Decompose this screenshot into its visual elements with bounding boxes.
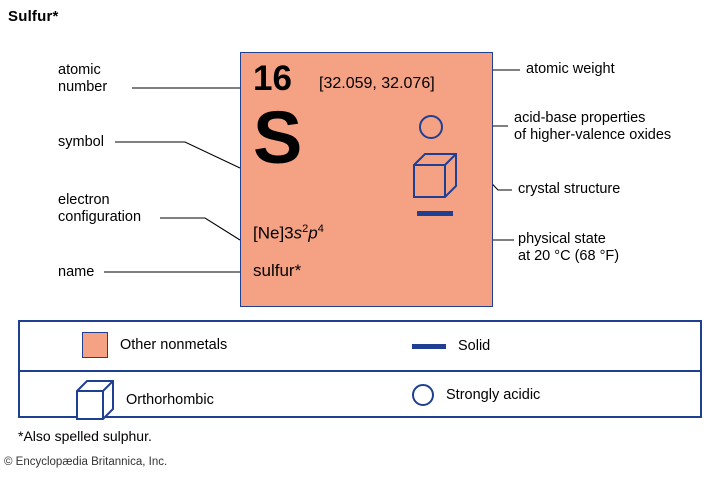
circle-outline-icon (412, 384, 434, 406)
config-p-exponent: 4 (317, 223, 324, 235)
callout-symbol: symbol (58, 134, 104, 150)
solid-bar-icon (412, 344, 446, 349)
element-name: sulfur* (253, 261, 302, 280)
callout-acid-base-line2: of higher-valence oxides (514, 127, 672, 143)
element-symbol: S (253, 96, 303, 179)
callout-electron-configuration-line2: configuration (58, 209, 142, 225)
callout-atomic-number (58, 62, 107, 96)
legend-item-orthorhombic (76, 380, 214, 420)
legend-item-other-nonmetals (82, 332, 227, 358)
legend-label: Solid (458, 338, 491, 354)
config-prefix: [Ne]3 (253, 223, 294, 243)
callout-acid-base-line1: acid-base properties (514, 110, 646, 126)
cube-outline-icon (76, 380, 114, 420)
callout-physical-state-line1: physical state (518, 231, 606, 247)
color-swatch-icon (82, 332, 108, 358)
legend-label: Orthorhombic (126, 392, 214, 408)
callout-physical-state-line2: at 20 °C (68 °F) (518, 248, 620, 264)
callout-crystal-structure: crystal structure (518, 181, 621, 197)
legend-label: Strongly acidic (446, 387, 541, 403)
legend-item-solid (412, 338, 490, 354)
callout-electron-configuration (58, 192, 141, 226)
electron-configuration-value (253, 223, 324, 244)
page-title: Sulfur* (8, 8, 59, 25)
config-p-letter: p (308, 223, 318, 243)
config-s-letter: s (293, 223, 303, 243)
config-s-exponent: 2 (302, 223, 309, 235)
legend-item-strongly-acidic (412, 384, 540, 406)
callout-atomic-number-line2: number (58, 79, 108, 95)
legend-divider (20, 370, 700, 372)
callout-acid-base-properties (514, 110, 671, 144)
footnote: *Also spelled sulphur. (18, 428, 152, 444)
copyright-credit: © Encyclopædia Britannica, Inc. (4, 456, 168, 468)
atomic-number-value: 16 (253, 59, 292, 98)
callout-name: name (58, 264, 95, 280)
solid-bar-icon (417, 211, 453, 216)
legend-label: Other nonmetals (120, 337, 228, 353)
callout-atomic-weight: atomic weight (526, 61, 615, 77)
atomic-weight-value: [32.059, 32.076] (319, 75, 435, 92)
element-tile (240, 52, 493, 307)
callout-physical-state (518, 231, 619, 265)
circle-outline-icon (419, 115, 443, 139)
callout-electron-configuration-line1: electron (58, 192, 110, 208)
cube-outline-icon (413, 153, 457, 199)
legend (18, 320, 702, 418)
callout-atomic-number-line1: atomic (58, 62, 101, 78)
